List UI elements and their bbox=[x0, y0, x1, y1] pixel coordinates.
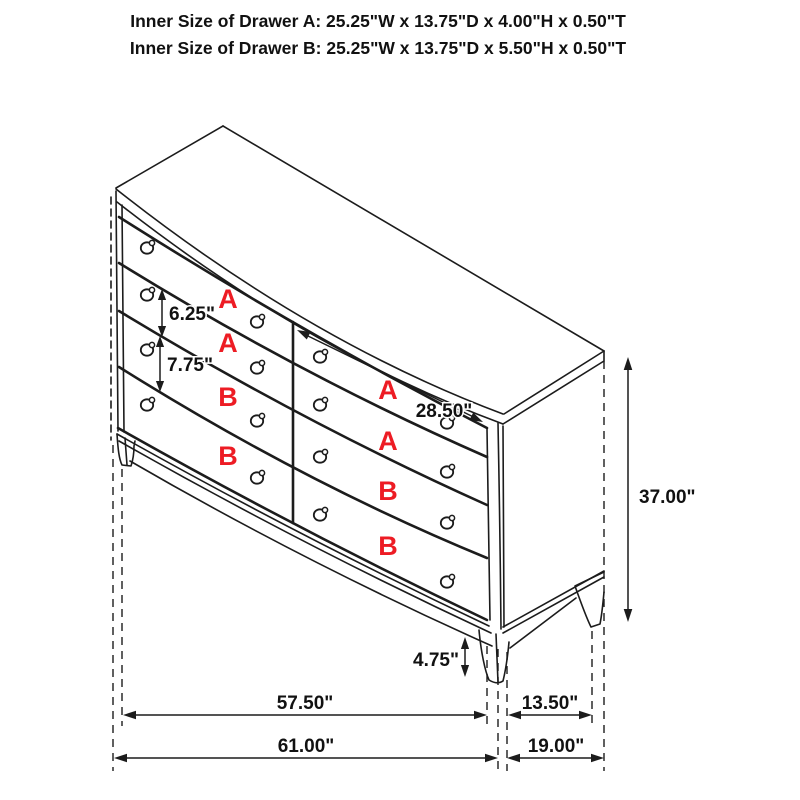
drawer-knob bbox=[314, 449, 328, 462]
inner-size-drawer-a: Inner Size of Drawer A: 25.25"W x 13.75"D x 4.00"H x 0.50"T bbox=[130, 11, 626, 31]
drawer-letter: A bbox=[378, 426, 398, 456]
top-back-left-edge bbox=[116, 126, 223, 188]
drawer-knob bbox=[141, 240, 155, 253]
dim-width-between-legs-label: 57.50" bbox=[276, 693, 334, 714]
front-left-leg-ridge bbox=[125, 438, 127, 465]
top-back-edge bbox=[223, 126, 604, 351]
drawer-knob bbox=[141, 287, 155, 300]
drawer-knob bbox=[441, 574, 455, 587]
drawer-knob bbox=[141, 397, 155, 410]
dim-leg-height-label: 4.75" bbox=[413, 650, 459, 671]
arrowhead bbox=[624, 609, 633, 622]
drawer-knob bbox=[251, 360, 265, 373]
arrowhead bbox=[461, 665, 469, 677]
inner-size-drawer-b: Inner Size of Drawer B: 25.25"W x 13.75"D x 5.50"H x 0.50"T bbox=[129, 38, 627, 58]
left-stile-inner-edge bbox=[122, 205, 124, 432]
dimension-labels bbox=[167, 304, 696, 757]
dim-depth-between-legs-label: 13.50" bbox=[521, 693, 579, 714]
drawer-letter: B bbox=[218, 441, 238, 471]
arrowhead bbox=[461, 637, 469, 649]
arrowhead bbox=[485, 754, 498, 763]
dim-overall-depth-label: 19.00" bbox=[527, 736, 585, 757]
drawer-knob bbox=[251, 470, 265, 483]
drawer-knob bbox=[314, 349, 328, 362]
arrowhead bbox=[624, 357, 633, 370]
dim-overall-height-label: 37.00" bbox=[639, 487, 696, 508]
dim-drawer-b-height-label: 7.75" bbox=[167, 355, 213, 376]
dresser-outline bbox=[111, 126, 604, 683]
drawer-knob bbox=[314, 507, 328, 520]
drawer-letter: B bbox=[378, 531, 398, 561]
front-rail-top bbox=[117, 434, 489, 626]
top-slab-right-thickness bbox=[503, 351, 604, 424]
side-bottom-rail-bottom bbox=[503, 577, 604, 633]
drawer-knob bbox=[251, 314, 265, 327]
drawer-letter: A bbox=[218, 284, 238, 314]
drawer-letter: B bbox=[218, 382, 238, 412]
drawer-letter: A bbox=[218, 328, 238, 358]
front-right-corner-edge bbox=[498, 423, 501, 629]
drawer-knob bbox=[441, 515, 455, 528]
front-underside-edge bbox=[130, 461, 492, 646]
drawer-letter: B bbox=[378, 476, 398, 506]
top-right-edge bbox=[504, 351, 604, 414]
drawer-knob bbox=[441, 464, 455, 477]
drawer-knob bbox=[314, 397, 328, 410]
arrowhead bbox=[114, 754, 127, 763]
front-right-leg bbox=[479, 630, 509, 683]
arrowhead bbox=[508, 711, 521, 720]
arrowhead bbox=[474, 711, 487, 720]
arrowhead bbox=[579, 711, 592, 720]
drawer-knob bbox=[251, 413, 265, 426]
drawer-row4-bottom-line bbox=[118, 428, 487, 620]
dim-drawer-width-label: 28.50" bbox=[415, 401, 473, 422]
drawer-knob bbox=[141, 342, 155, 355]
arrowhead bbox=[591, 754, 604, 763]
drawer-letter-labels bbox=[218, 284, 398, 561]
dim-drawer-a-height-label: 6.25" bbox=[169, 304, 215, 325]
top-front-edge bbox=[116, 189, 503, 414]
front-right-leg-ridge bbox=[496, 634, 498, 682]
side-front-edge bbox=[503, 426, 504, 627]
arrowhead bbox=[123, 711, 136, 720]
drawer-letter: A bbox=[378, 375, 398, 405]
drawer-knobs bbox=[141, 240, 455, 587]
dim-overall-width-label: 61.00" bbox=[277, 736, 335, 757]
arrowhead bbox=[507, 754, 520, 763]
